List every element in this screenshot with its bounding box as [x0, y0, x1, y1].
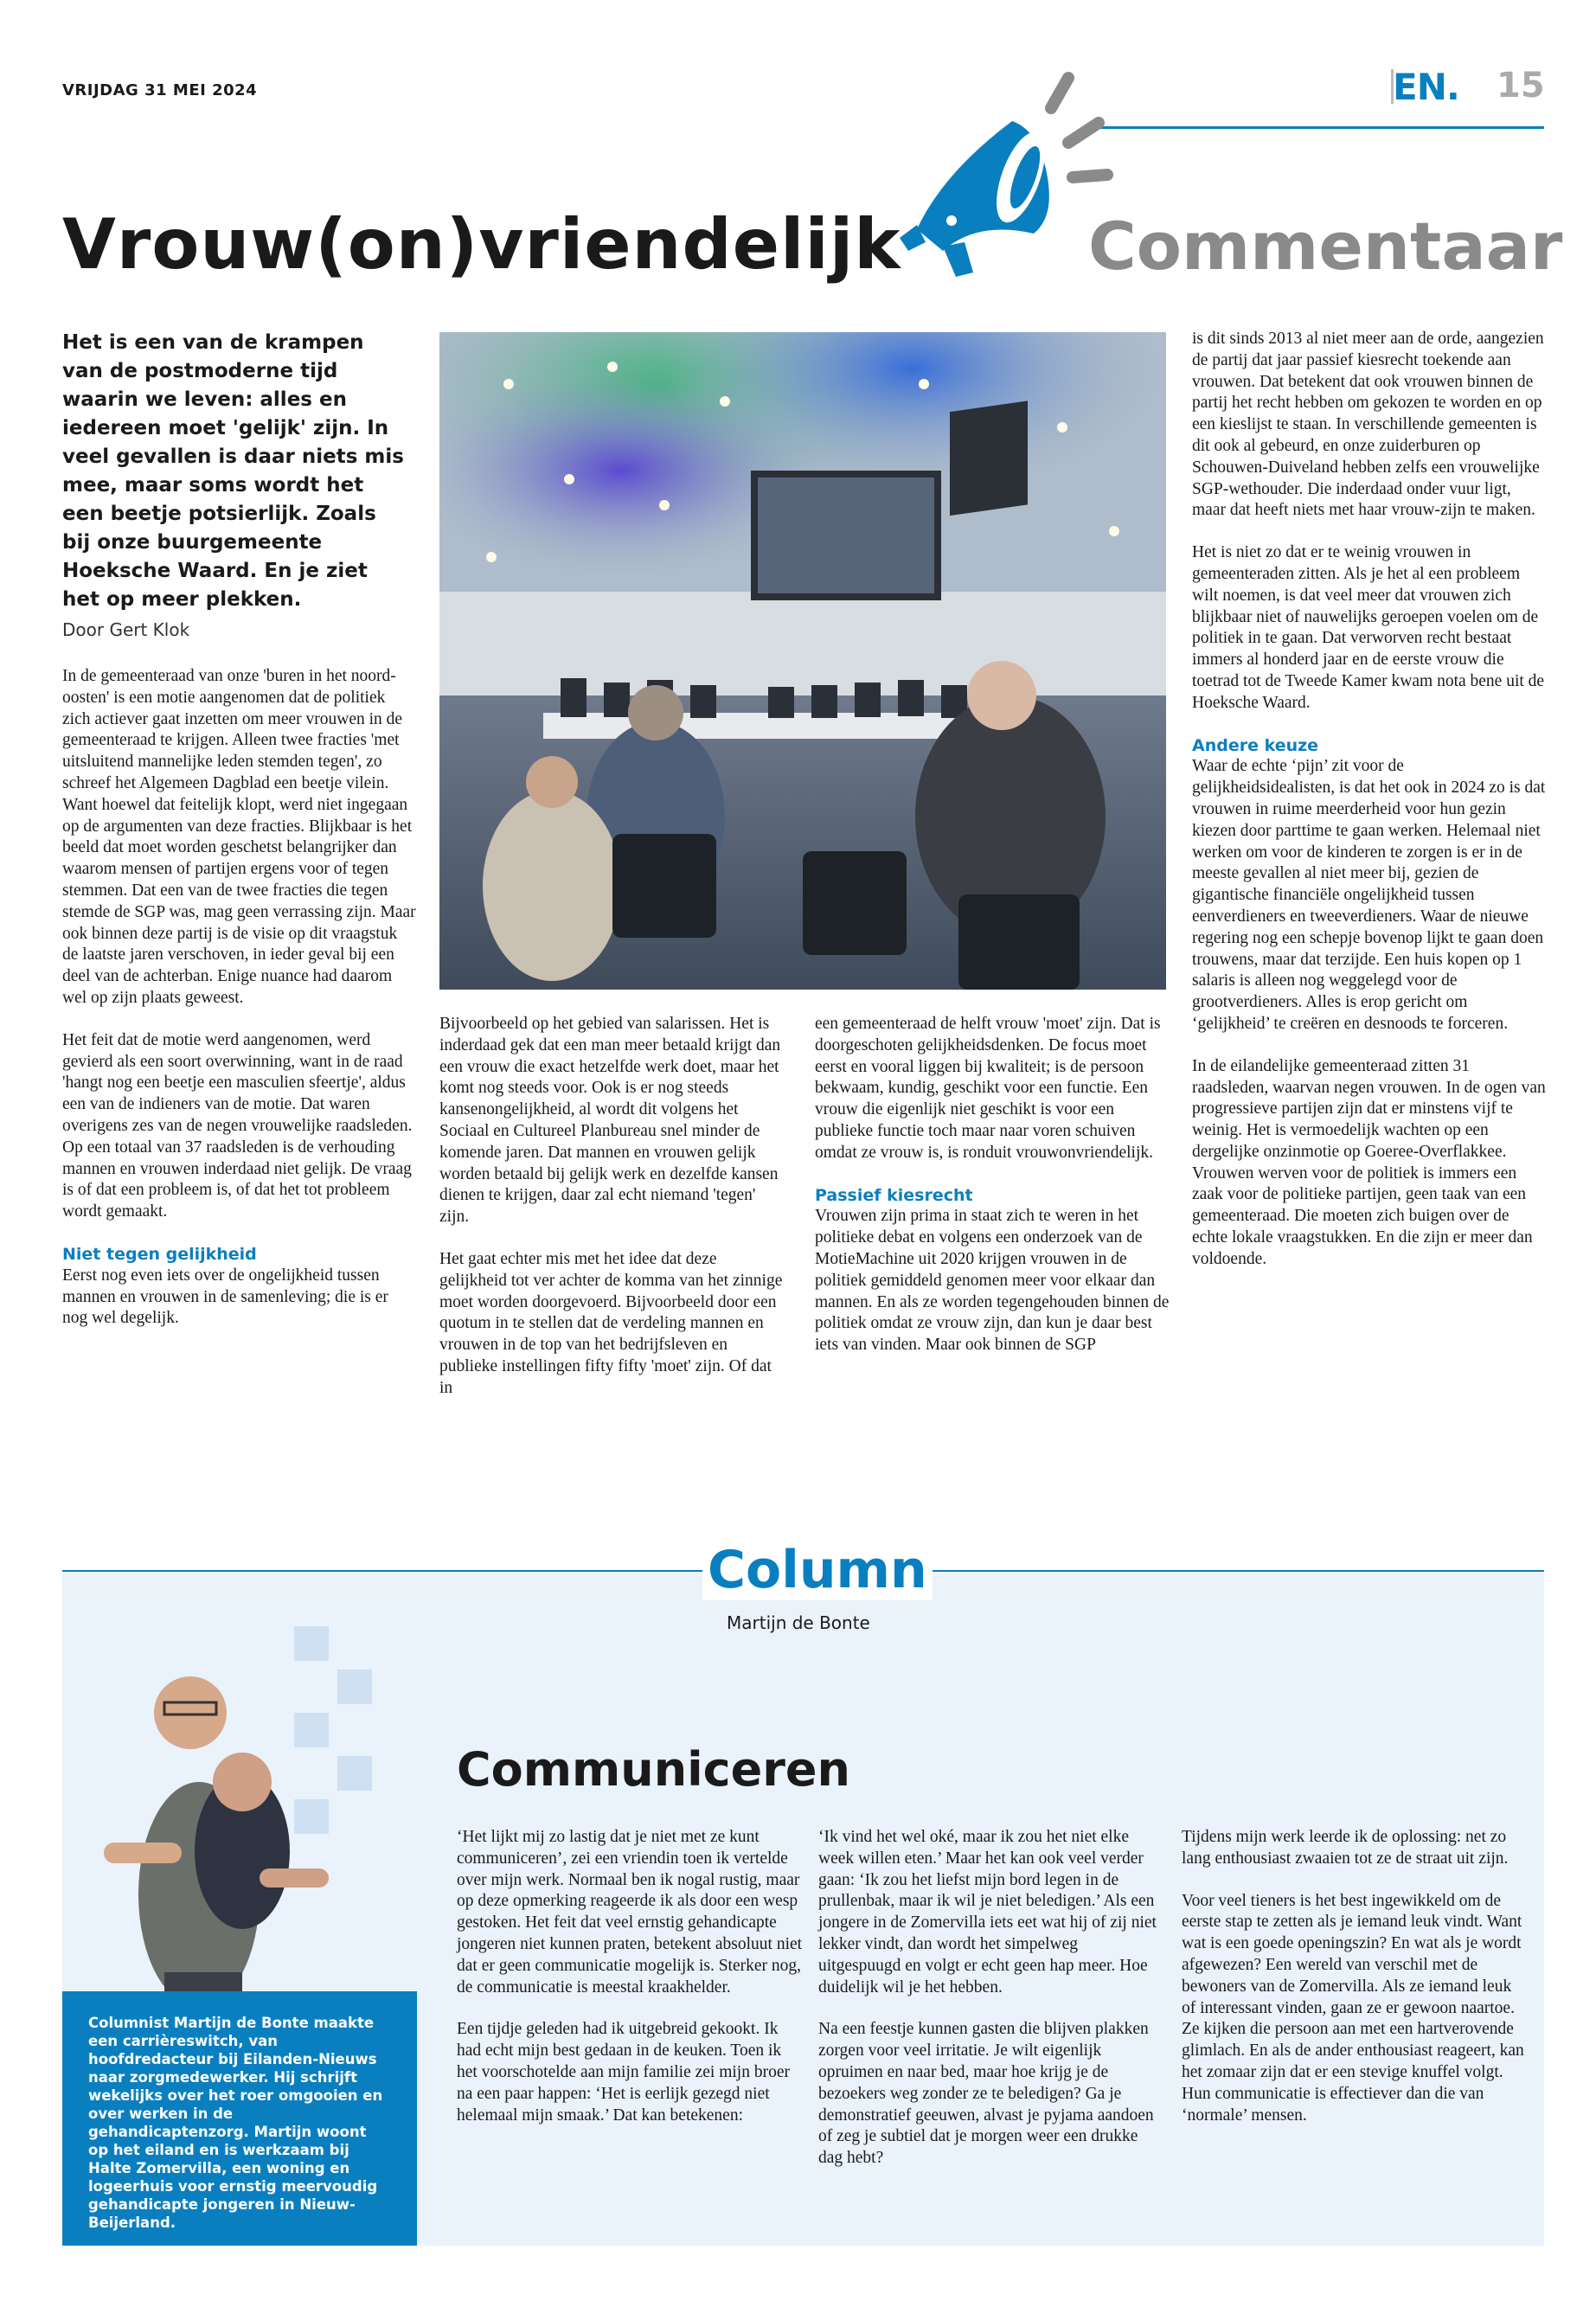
byline: Door Gert Klok: [62, 619, 190, 640]
page-number: 15: [1497, 66, 1545, 106]
paragraph: Voor veel tieners is het best ingewikkeld om de eerste stap te zetten als je iemand leuk vindt. Want wat is een goede openingszin? En wat als je wordt afgewezen? Een wereld van verschil met de bewoners van de Zomervilla. Als ze iemand leuk of interessant vinden, gaan ze er gewoon naartoe. Ze kijken die persoon aan met een hartverovende glimlach. En als de ander enthousiast reageert, kan het zomaar zijn dat er een stevige knuffel volgt. Hun communicatie is effectiever dan die van ‘normale’ mensen.: [1182, 1891, 1524, 2125]
paragraph: Waar de echte ‘pijn’ zit voor de gelijkheidsidealisten, is dat het ook in 2024 zo is dat vrouwen in ruime meerderheid voor hun gezin kiezen door parttime te gaan werken. Helemaal niet werken om voor de kinderen te zorgen is er in de meeste gevallen al niet meer bij, gezien de gigantische financiële ongelijkheid tussen eenverdieners en tweeverdieners. Waar de nieuwe regering nog een schepje bovenop lijkt te gaan doen trouwens, maar dat terzijde. Een huis kopen op 1 salaris is alleen nog weggelegd voor de grootverdieners. Alles is erop gericht om ‘gelijkheid’ te creëren en desnoods te forceren.: [1192, 757, 1546, 1033]
paragraph: Na een feestje kunnen gasten die blijven plakken zorgen voor veel irritatie. Je wilt eigenlijk opruimen en naar bed, maar hoe krijg je de bezoekers weg zonder ze te beledigen? Ga je demonstratief geeuwen, alvast je pyjama aandoen of zeg je subtiel dat je morgen weer een drukke dag hebt?: [818, 2020, 1154, 2168]
article-lead: Het is een van de krampen van de postmoderne tijd waarin we leven: alles en iedereen moet 'gelijk' zijn. In veel gevallen is daar niets mis mee, maar soms wordt het een beetje potsierlijk. Zoals bij onze buurgemeente Hoeksche Waard. En je ziet het op meer plekken.: [62, 331, 404, 611]
subheading: Niet tegen gelijkheid: [62, 1244, 257, 1264]
paragraph: ‘Ik vind het wel oké, maar ik zou het niet elke week willen eten.’ Maar het kan ook veel verder gaan: ‘Ik zou het liefst mijn bord legen in de prullenbak, maar ik wil je niet beledigen.’ Als een jongere in de Zomervilla iets eet wat hij of zij niet lekker vindt, dan wordt het simpelweg uitgespuugd en volgt er echt geen hap meer. Hoe duidelijk wil je het hebben.: [818, 1828, 1157, 1997]
paragraph: is dit sinds 2013 al niet meer aan de orde, aangezien de partij dat jaar passief kiesrecht toekende aan vrouwen. Dat betekent dat ook vrouwen binnen de partij het recht hebben om gekozen te worden en op een kieslijst te staan. In verschillende gemeenten is dit ook al gebeurd, en onze zuiderburen op Schouwen-Duiveland hebben zelfs een vrouwelijke SGP-wethouder. Die inderdaad onder vuur ligt, maar dat heeft niets met haar vrouw-zijn te maken.: [1192, 330, 1544, 520]
article-column-1: [62, 666, 417, 1350]
article-column-3: [815, 1014, 1170, 1377]
paragraph: Een tijdje geleden had ik uitgebreid gekookt. Ik had echt mijn best gedaan in de keuken. Toen ik het voorschotelde aan mijn familie zei mijn broer na een paar happen: ‘Het is eerlijk gezegd niet helemaal mijn smaak.’ Dat kan betekenen:: [457, 2020, 790, 2125]
article-column-4: [1192, 329, 1547, 1292]
column-text-1: [457, 1827, 803, 2147]
paragraph: In de eilandelijke gemeenteraad zitten 31 raadsleden, waarvan negen vrouwen. In de ogen van progressieve partijen zijn dat er minstens vijf te weinig. Het is vermoedelijk wachten op een dergelijke onzinmotie op Goeree-Overflakkee. Vrouwen werven voor de politiek is immers een zaak voor de politieke partijen, geen taak van een gemeenteraad. Die moeten zich buigen over de echte lokale vraagstukken. En die zijn er meer dan voldoende.: [1192, 1056, 1546, 1268]
paragraph: Bijvoorbeeld op het gebied van salarissen. Het is inderdaad gek dat een man meer betaald krijgt dan een vrouw die exact hetzelfde werk doet, maar het komt nog steeds voor. Ook is er nog steeds kansenongelijkheid, al wordt dit volgens het Sociaal en Cultureel Planbureau snel minder de komende jaren. Dat mannen en vrouwen gelijk worden betaald bij gelijk werk en dezelfde kansen dienen te krijgen, daar zal echt niemand 'tegen' zijn.: [439, 1015, 781, 1227]
column-rule: [900, 1570, 1544, 1572]
subheading: Passief kiesrecht: [815, 1185, 973, 1205]
column-text-3: [1182, 1827, 1528, 2147]
paragraph: Het feit dat de motie werd aangenomen, werd gevierd als een soort overwinning, want in de raad 'hangt nog een beetje een masculien sfeertje', aldus een van de indieners van de motie. Dat waren overigens zes van de negen vrouwelijke raadsleden. Op een totaal van 37 raadsleden is de verhouding mannen en vrouwen inderdaad niet gelijk. De vraag is of dat een probleem is, of dat het tot probleem wordt gemaakt.: [62, 1030, 413, 1221]
column-label: Column: [702, 1540, 933, 1600]
columnist-bio: Columnist Martijn de Bonte maakte een carrièreswitch, van hoofdredacteur bij Eilanden-Nieuws naar zorgmedewerker. Hij schrijft wekelijks over het roer omgooien en over werken in de gehandicaptenzorg. Martijn woont op het eiland en is werkzaam bij Halte Zomervilla, een woning en logeerhuis voor ernstig meervoudig gehandicapte jongeren in Nieuw-Beijerland.: [62, 1991, 417, 2246]
paragraph: In de gemeenteraad van onze 'buren in het noord-oosten' is een motie aangenomen dat de politiek zich actiever gaat inzetten om meer vrouwen in de gemeenteraad te krijgen. Alleen twee fracties 'met uitsluitend mannelijke leden stemden tegen', zo schreef het Algemeen Dagblad een beetje vilein. Want hoewel dat feitelijk klopt, werd niet ingegaan op de argumenten van deze fracties. Blijkbaar is het beeld dat moet worden geschetst belangrijker dan waarom mensen of partijen ergens voor of tegen stemmen. Dat een van de twee fracties die tegen stemde de SGP was, mag geen verrassing zijn. Maar ook binnen deze partij is de visie op dit vraagstuk de laatste jaren verschoven, in ieder geval bij een deel van de achterban. Enige nuance had daarom wel op zijn plaats geweest.: [62, 667, 416, 1007]
brand-logo: EN.: [1393, 66, 1459, 108]
council-chamber-photo: [439, 332, 1166, 990]
section-label: Commentaar: [1088, 208, 1563, 285]
paragraph: Vrouwen zijn prima in staat zich te weren in het politieke debat en volgens een onderzoek van de MotieMachine uit 2020 krijgen vrouwen in de politiek gemiddeld genomen meer voor elkaar dan mannen. En als ze worden tegengehouden binnen de politiek omdat ze vrouw zijn, dan kun je daar best iets van vinden. Maar ook binnen de SGP: [815, 1207, 1170, 1355]
subheading: Andere keuze: [1192, 735, 1319, 755]
paragraph: ‘Het lijkt mij zo lastig dat je niet met ze kunt communiceren’, zei een vriendin toen ik vertelde over mijn werk. Normaal ben ik nogal rustig, maar op deze opmerking reageerde ik als door een wesp gestoken. Het feit dat veel ernstig gehandicapte jongeren niet kunnen praten, betekent absoluut niet dat er geen communicatie mogelijk is. Sterker nog, de communicatie is meestal kraakhelder.: [457, 1828, 803, 1997]
megaphone-icon: [891, 69, 1116, 294]
article-column-2: [439, 1014, 785, 1420]
column-text-2: [818, 1827, 1164, 2190]
column-author: Martijn de Bonte: [727, 1612, 870, 1633]
header-rule: [1099, 126, 1544, 129]
column-rule: [62, 1570, 715, 1572]
paragraph: een gemeenteraad de helft vrouw 'moet' zijn. Dat is doorgeschoten gelijkheidsdenken. De focus moet eerst en vooral liggen bij kwaliteit; is de persoon bekwaam, kundig, geschikt voor een functie. Een vrouw die eigenlijk niet geschikt is voor een publieke functie toch maar naar voren schuiven omdat ze vrouw is, is ronduit vrouwonvriendelijk.: [815, 1015, 1161, 1162]
column-headline: Communiceren: [457, 1742, 850, 1797]
paragraph: Het gaat echter mis met het idee dat deze gelijkheid tot ver achter de komma van het zinnige moet worden doorgevoerd. Bijvoorbeeld door een quotum in te stellen dat de verdeling mannen en vrouwen in de top van het bedrijfsleven en publieke instellingen fifty fifty 'moet' zijn. Of dat in: [439, 1249, 783, 1397]
paragraph: Het is niet zo dat er te weinig vrouwen in gemeenteraden zitten. Als je het al een probleem wilt noemen, is dat veel meer dat vrouwen zich blijkbaar niet of nauwelijks geroepen voelen om de politiek in te gaan. Dat verworven recht bestaat immers al honderd jaar en de eerste vrouw die toetrad tot de Tweede Kamer kwam nota bene uit de Hoeksche Waard.: [1192, 543, 1545, 712]
issue-date: VRIJDAG 31 MEI 2024: [62, 81, 258, 99]
paragraph: Eerst nog even iets over de ongelijkheid tussen mannen en vrouwen in de samenleving; die is er nog wel degelijk.: [62, 1266, 388, 1328]
article-headline: Vrouw(on)vriendelijk: [62, 204, 901, 285]
columnist-photo: [69, 1609, 415, 1991]
paragraph: Tijdens mijn werk leerde ik de oplossing: net zo lang enthousiast zwaaien tot ze de straat uit zijn.: [1182, 1828, 1509, 1868]
